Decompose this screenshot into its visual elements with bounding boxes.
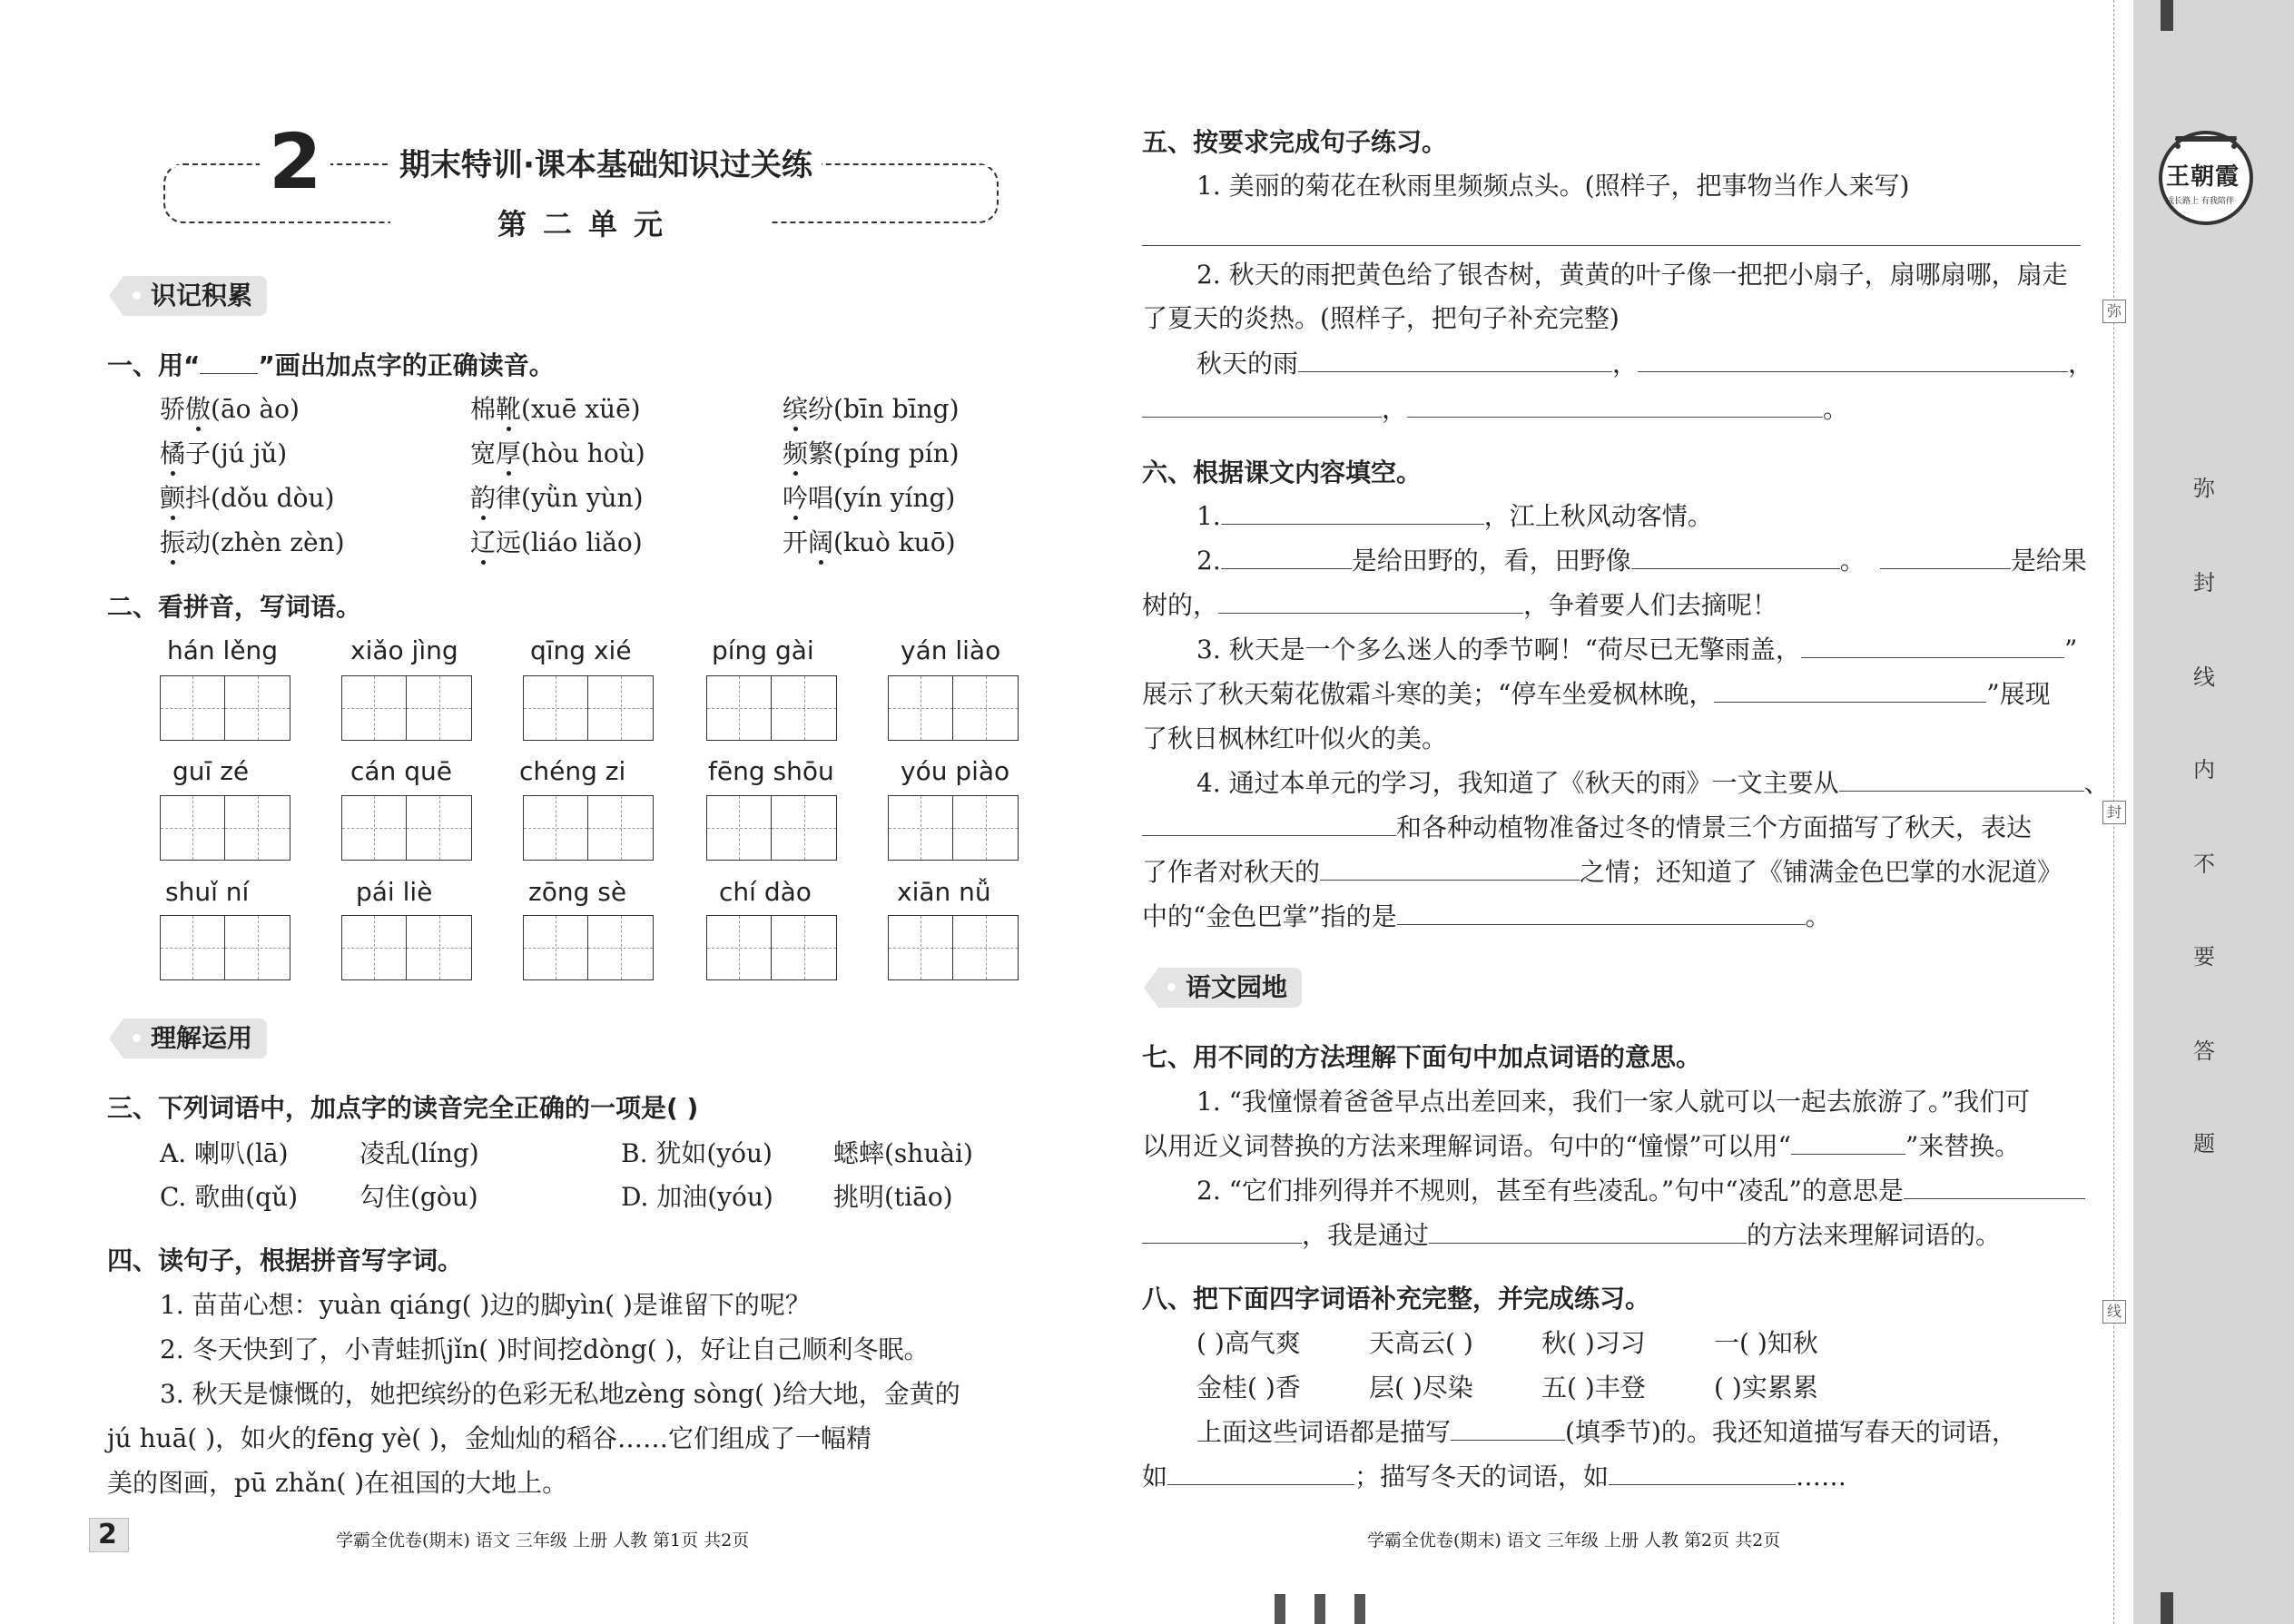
q5-line: 2. 秋天的雨把黄色给了银杏树，黄黄的叶子像一把把小扇子，扇哪扇哪，扇走 [1196, 260, 2068, 290]
pinyin-label: fēng shōu [708, 756, 834, 786]
writing-grid[interactable] [160, 675, 290, 741]
pinyin-label: yóu piào [901, 756, 1010, 786]
strip-mark-top [2161, 0, 2173, 31]
section-tag-comprehension: 理解运用 [123, 1019, 267, 1058]
writing-grid[interactable] [706, 915, 837, 980]
q1-item: 韵律(yǜn yùn) [470, 483, 644, 513]
pinyin-label: xiān nǚ [897, 877, 991, 907]
q4-line: 美的图画，pū zhǎn( )在祖国的大地上。 [107, 1468, 568, 1498]
q3-option: D. 加油(yóu) [621, 1182, 773, 1212]
q3-option: 挑明(tiāo) [833, 1182, 953, 1212]
writing-grid[interactable] [888, 915, 1019, 980]
section-tag-language-garden: 语文园地 [1158, 968, 1302, 1008]
q4-line: jú huā( )，如火的fēng yè( )，金灿灿的稻谷……它们组成了一幅精 [107, 1423, 872, 1453]
q5-line: 秋天的雨 ， ， [1196, 349, 2094, 379]
logo-name: 王朝霞 [2166, 163, 2240, 191]
margin-char: 弥 [2193, 476, 2215, 501]
bottom-mark [1314, 1594, 1325, 1624]
q1-item: 辽远(liáo liǎo) [470, 527, 643, 557]
q6-line: 3. 秋天是一个多么迷人的季节啊！“荷尽已无擎雨盖， ” [1196, 635, 2078, 664]
q8-line: 如 ；描写冬天的词语，如 …… [1142, 1462, 1847, 1491]
q1-item: 橘子(jú jǔ) [160, 438, 288, 468]
footer-right: 学霸全优卷(期末) 语文 三年级 上册 人教 第2页 共2页 [1367, 1530, 1781, 1550]
binding-strip [2133, 0, 2294, 1624]
q7-line: 1. “我憧憬着爸爸早点出差回来，我们一家人就可以一起去旅游了。”我们可 [1196, 1087, 2031, 1117]
q3-option: C. 歌曲(qǔ) [160, 1182, 299, 1212]
writing-grid[interactable] [706, 675, 837, 741]
unit-number: 2 [260, 118, 330, 205]
q1-item: 开阔(kuò kuō) [783, 527, 956, 557]
q7-line: ，我是通过 的方法来理解词语的。 [1142, 1220, 2001, 1251]
pinyin-label: yán liào [901, 635, 1001, 665]
q3-option: 凌乱(líng) [359, 1138, 479, 1168]
q1-item: 振动(zhèn zèn) [160, 527, 345, 557]
pinyin-label: cán quē [350, 756, 452, 786]
pinyin-label: zōng sè [528, 877, 627, 907]
writing-grid[interactable] [160, 915, 290, 980]
q7-title: 七、用不同的方法理解下面句中加点词语的意思。 [1142, 1042, 1702, 1072]
q8-idiom: 一( )知秋 [1714, 1328, 1818, 1358]
q5-answer-line-1[interactable] [1142, 245, 2081, 246]
q8-idiom: 金桂( )香 [1196, 1373, 1301, 1403]
q6-line: 1. ，江上秋风动客情。 [1196, 501, 1713, 531]
q1-item: 频繁(píng pín) [783, 438, 960, 468]
writing-grid[interactable] [888, 795, 1019, 861]
q1-item: 吟唱(yín yíng) [783, 483, 956, 513]
q6-line: 2. 是给田野的，看，田野像 。 是给果 [1196, 546, 2087, 576]
q8-idiom: ( )高气爽 [1196, 1328, 1301, 1358]
q5-title: 五、按要求完成句子练习。 [1142, 127, 1448, 157]
q2-title: 二、看拼音，写词语。 [107, 592, 362, 622]
seal-label: 弥 [2102, 300, 2126, 323]
q4-title: 四、读句子，根据拼音写字词。 [107, 1245, 464, 1275]
logo-slogan: 成长路上 有我陪伴 [2166, 197, 2234, 206]
writing-grid[interactable] [160, 795, 290, 861]
section-tag-memory: 识记积累 [123, 276, 267, 316]
writing-grid[interactable] [523, 795, 654, 861]
pinyin-label: shuǐ ní [165, 877, 250, 907]
writing-grid[interactable] [341, 915, 472, 980]
q1-item: 缤纷(bīn bīng) [783, 394, 960, 424]
unit-subtitle: 第二单元 [488, 204, 688, 244]
pinyin-label: qīng xié [530, 635, 632, 665]
q1-item: 颤抖(dǒu dòu) [160, 483, 335, 513]
q7-line: 以用近义词替换的方法来理解词语。句中的“憧憬”可以用“ ”来替换。 [1142, 1131, 2021, 1161]
q8-idiom: 层( )尽染 [1369, 1373, 1473, 1403]
q3-title: 三、下列词语中，加点字的读音完全正确的一项是( ) [107, 1093, 699, 1123]
q8-title: 八、把下面四字词语补充完整，并完成练习。 [1142, 1284, 1651, 1314]
q4-line: 3. 秋天是慷慨的，她把缤纷的色彩无私地zèng sòng( )给大地，金黄的 [160, 1379, 960, 1409]
q6-line: 中的“金色巴掌”指的是 。 [1142, 901, 1831, 931]
margin-char: 答 [2193, 1038, 2215, 1064]
seal-label: 线 [2102, 1300, 2126, 1324]
q6-line: 4. 通过本单元的学习，我知道了《秋天的雨》一文主要从 、 [1196, 768, 2110, 798]
margin-char: 要 [2193, 944, 2215, 969]
q4-line: 1. 苗苗心想：yuàn qiáng( )边的脚yìn( )是谁留下的呢？ [160, 1290, 811, 1320]
q6-line: 和各种动植物准备过冬的情景三个方面描写了秋天，表达 [1142, 812, 2032, 843]
seal-label: 封 [2102, 801, 2126, 824]
q8-idiom: 秋( )习习 [1541, 1328, 1646, 1358]
writing-grid[interactable] [706, 795, 837, 861]
margin-char: 封 [2193, 570, 2215, 595]
pinyin-label: píng gài [712, 635, 814, 665]
writing-grid[interactable] [341, 675, 472, 741]
q6-line: 展示了秋天菊花傲霜斗寒的美；“停车坐爱枫林晚， ”展现 [1142, 679, 2051, 709]
q7-line: 2. “它们排列得并不规则，甚至有些凌乱。”句中“凌乱”的意思是 [1196, 1176, 2085, 1206]
q1-item: 宽厚(hòu hoù) [470, 438, 645, 468]
q8-idiom: 五( )丰登 [1541, 1373, 1646, 1403]
margin-char: 内 [2193, 757, 2215, 782]
pinyin-label: xiǎo jìng [350, 635, 458, 665]
bottom-mark [1354, 1594, 1365, 1624]
margin-char: 题 [2193, 1131, 2215, 1156]
q1-item: 棉靴(xuē xüē) [470, 394, 641, 424]
q3-option: B. 犹如(yóu) [621, 1138, 773, 1168]
pinyin-label: pái liè [356, 877, 433, 907]
q8-idiom: ( )实累累 [1714, 1373, 1818, 1403]
writing-grid[interactable] [523, 675, 654, 741]
q3-option: A. 喇叭(lā) [160, 1138, 289, 1168]
q4-line: 2. 冬天快到了，小青蛙抓jǐn( )时间挖dòng( )，好让自己顺利冬眠。 [160, 1334, 930, 1364]
q6-line: 了秋日枫林红叶似火的美。 [1142, 723, 1448, 753]
bottom-mark [1275, 1594, 1285, 1624]
margin-char: 线 [2193, 664, 2215, 690]
strip-mark-bottom [2161, 1592, 2173, 1624]
q6-line: 树的， ，争着要人们去摘呢！ [1142, 590, 1778, 620]
q5-line: 1. 美丽的菊花在秋雨里频频点头。(照样子，把事物当作人来写) [1196, 171, 1910, 201]
pinyin-label: chí dào [719, 877, 812, 907]
writing-grid[interactable] [523, 915, 654, 980]
q5-line: 了夏天的炎热。(照样子，把句子补充完整) [1142, 303, 1620, 333]
q1-item: 骄傲(āo ào) [160, 394, 300, 424]
q6-title: 六、根据课文内容填空。 [1142, 458, 1423, 487]
q8-idiom: 天高云( ) [1369, 1328, 1473, 1358]
writing-grid[interactable] [341, 795, 472, 861]
q8-line: 上面这些词语都是描写 (填季节)的。我还知道描写春天的词语， [1196, 1417, 2017, 1447]
q5-line: ， 。 [1142, 394, 1848, 425]
margin-char: 不 [2193, 851, 2215, 877]
page-number: 2 [98, 1519, 117, 1550]
logo-crown-icon [2175, 136, 2237, 149]
writing-grid[interactable] [888, 675, 1019, 741]
pinyin-label: chéng zi [519, 756, 626, 786]
q3-option: 勾住(gòu) [359, 1182, 478, 1212]
q3-option: 蟋蟀(shuài) [833, 1138, 973, 1168]
pinyin-label: guī zé [172, 756, 250, 786]
footer-left: 学霸全优卷(期末) 语文 三年级 上册 人教 第1页 共2页 [336, 1530, 750, 1550]
q1-title: 一、用“ ”画出加点字的正确读音。 [107, 350, 555, 380]
page-title: 期末特训·课本基础知识过关练 [390, 145, 822, 185]
q6-line: 了作者对秋天的 之情；还知道了《铺满金色巴掌的水泥道》 [1142, 857, 2063, 887]
pinyin-label: hán lěng [167, 635, 279, 665]
